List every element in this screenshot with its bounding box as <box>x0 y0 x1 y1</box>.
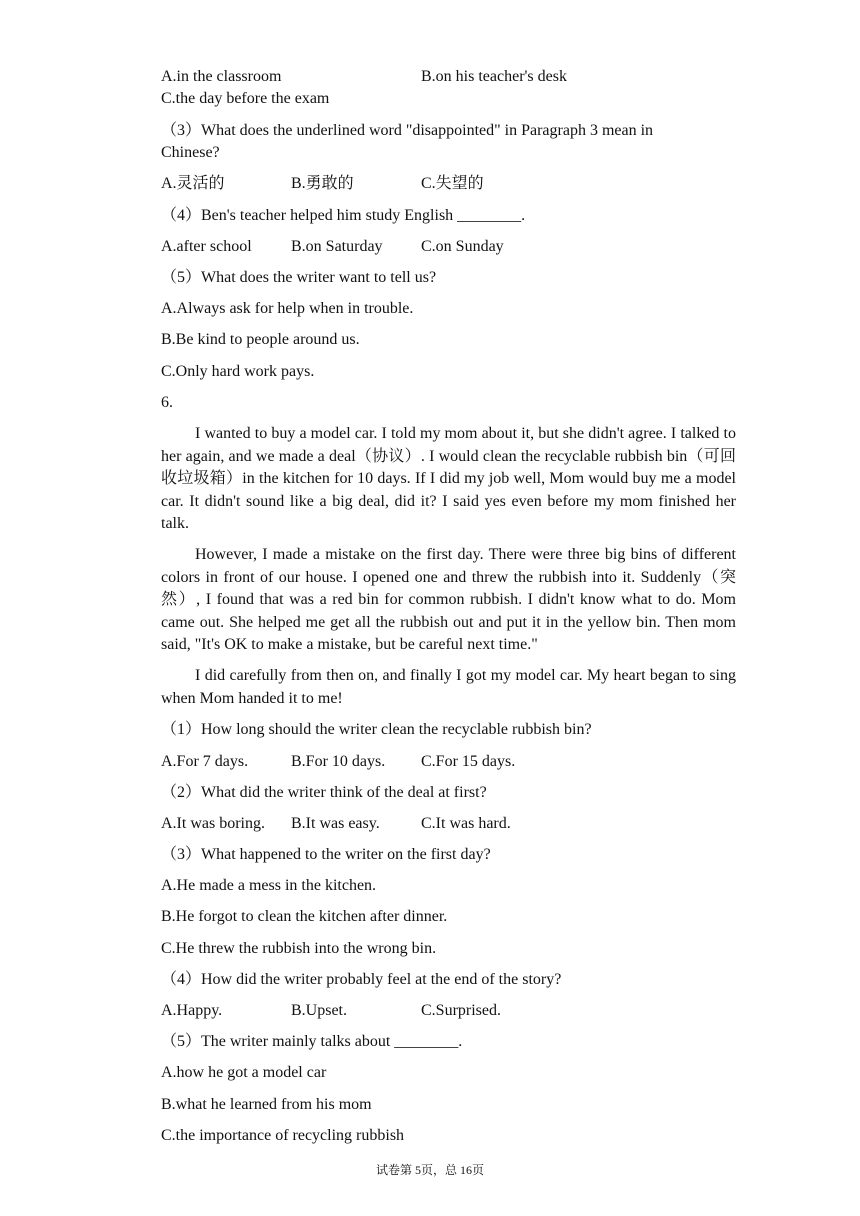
option-a: A.after school <box>161 238 252 255</box>
option-b: B.Be kind to people around us. <box>161 331 360 348</box>
question-text: （5）What does the writer want to tell us? <box>161 269 437 286</box>
option-c: C.失望的 <box>421 175 484 192</box>
option-c: C.the day before the exam <box>161 90 330 107</box>
option-a: A.灵活的 <box>161 175 225 192</box>
section-number: 6. <box>161 394 173 411</box>
question-text: （3）What happened to the writer on the first day? <box>161 846 491 863</box>
option-b: B.on Saturday <box>291 238 383 255</box>
option-a: A.He made a mess in the kitchen. <box>161 877 377 894</box>
question-text: （5）The writer mainly talks about ________. <box>161 1033 463 1050</box>
passage-paragraph: I did carefully from then on, and finally I got my model car. My heart began to sing when Mom handed it to me! <box>161 667 736 707</box>
question-text: （3）What does the underlined word "disappointed" in Paragraph 3 mean in <box>161 122 654 139</box>
question-text: （1）How long should the writer clean the recyclable rubbish bin? <box>161 721 592 738</box>
question-text: （4）How did the writer probably feel at the end of the story? <box>161 971 562 988</box>
option-a: A.Happy. <box>161 1002 223 1019</box>
option-c: C.Only hard work pays. <box>161 363 315 380</box>
option-c: C.It was hard. <box>421 815 511 832</box>
option-a: A.how he got a model car <box>161 1064 327 1081</box>
option-a: A.in the classroom <box>161 68 282 85</box>
option-c: C.For 15 days. <box>421 753 516 770</box>
option-b: B.It was easy. <box>291 815 380 832</box>
option-c: C.the importance of recycling rubbish <box>161 1127 405 1144</box>
passage-paragraph: However, I made a mistake on the first day. There were three big bins of different colors in front of our house. I opened one and threw the rubbish into it. Suddenly（突然）, I found that was a red bin for common rubbish. I didn't know what to do. Mom came out. She helped me get all the rubbish out and put it in the yellow bin. Then mom said, "It's OK to make a mistake, but be careful next time." <box>161 546 736 654</box>
option-b: B.勇敢的 <box>291 175 354 192</box>
option-a: A.Always ask for help when in trouble. <box>161 300 414 317</box>
question-text-continued: Chinese? <box>161 144 220 161</box>
option-b: B.what he learned from his mom <box>161 1096 372 1113</box>
question-text: （2）What did the writer think of the deal at first? <box>161 784 487 801</box>
option-b: B.He forgot to clean the kitchen after dinner. <box>161 908 448 925</box>
page-footer: 试卷第 5页，总 16页 <box>375 1163 484 1177</box>
option-a: A.It was boring. <box>161 815 265 832</box>
option-b: B.Upset. <box>291 1002 347 1019</box>
option-b: B.on his teacher's desk <box>421 68 567 85</box>
option-c: C.He threw the rubbish into the wrong bin. <box>161 940 437 957</box>
option-a: A.For 7 days. <box>161 753 249 770</box>
option-b: B.For 10 days. <box>291 753 386 770</box>
option-c: C.Surprised. <box>421 1002 501 1019</box>
question-text: （4）Ben's teacher helped him study English ________. <box>161 207 526 224</box>
passage-paragraph: I wanted to buy a model car. I told my mom about it, but she didn't agree. I talked to her again, and we made a deal（协议）. I would clean the recyclable rubbish bin（可回收垃圾箱）in the kitchen for 10 days. If I did my job well, Mom would buy me a model car. It didn't sound like a big deal, did it? I said yes even before my mom finished her talk. <box>161 425 736 533</box>
option-c: C.on Sunday <box>421 238 504 255</box>
